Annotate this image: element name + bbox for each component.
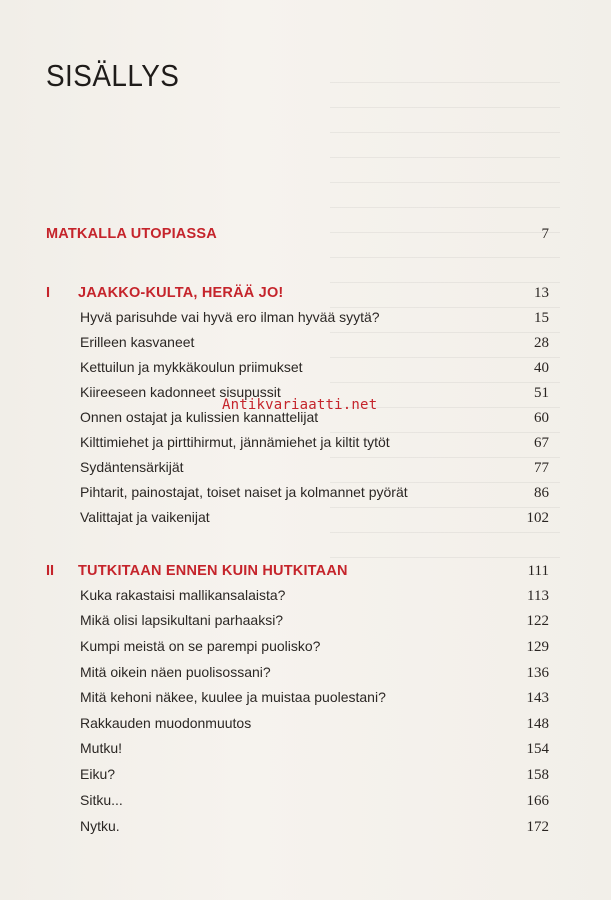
toc-entry: [80, 792, 549, 810]
toc-entry-page: 28: [534, 335, 549, 351]
toc-entry: [80, 309, 549, 327]
toc-entry: [80, 459, 549, 477]
toc-entry: [80, 689, 549, 707]
toc-entry-page: 148: [526, 716, 549, 732]
toc-entry-page: 143: [526, 690, 549, 706]
toc-entry: [80, 715, 549, 733]
toc-intro: [46, 226, 549, 243]
toc-entry-page: 60: [534, 410, 549, 426]
toc-entry-label: Kuka rakastaisi mallikansalaista?: [80, 587, 286, 603]
toc-entry-label: Rakkauden muodonmuutos: [80, 715, 252, 731]
toc-entry-label: Kumpi meistä on se parempi puolisko?: [80, 638, 321, 654]
part-1-label: JAAKKO-KULTA, HERÄÄ JO!: [78, 285, 284, 301]
toc-entry-label: Valittajat ja vaikenijat: [80, 509, 210, 525]
toc-entry: [80, 587, 549, 605]
toc-entry-label: Kettuilun ja mykkäkoulun priimukset: [80, 359, 303, 375]
toc-entry: [80, 766, 549, 784]
toc-entry-label: Pihtarit, painostajat, toiset naiset ja kolmannet pyörät: [80, 484, 408, 500]
toc-entry-label: Hyvä parisuhde vai hyvä ero ilman hyvää syytä?: [80, 309, 380, 325]
toc-intro-page: 7: [541, 226, 549, 242]
toc-entry: [80, 484, 549, 502]
part-2-label: TUTKITAAN ENNEN KUIN HUTKITAAN: [78, 563, 348, 579]
toc-entry: [80, 334, 549, 352]
toc-entry-page: 113: [527, 588, 549, 604]
toc-entry: [80, 509, 549, 527]
toc-entry-page: 77: [534, 460, 549, 476]
toc-entry-label: Kiireeseen kadonneet sisupussit: [80, 384, 281, 400]
toc-entry-label: Nytku.: [80, 818, 120, 834]
part-1-numeral: I: [46, 285, 51, 301]
toc-entry-label: Kilttimiehet ja pirttihirmut, jännämiehet ja kiltit tytöt: [80, 434, 390, 450]
toc-entry-page: 51: [534, 385, 549, 401]
toc-entry: [80, 740, 549, 758]
page-title: SISÄLLYS: [46, 58, 180, 93]
toc-entry-page: 40: [534, 360, 549, 376]
toc-entry-page: 172: [526, 819, 549, 835]
part-2-page: 111: [527, 563, 549, 579]
toc-entry-page: 136: [526, 665, 549, 681]
part-2-numeral: II: [46, 563, 55, 579]
toc-entry-page: 67: [534, 435, 549, 451]
toc-intro-label: MATKALLA UTOPIASSA: [46, 226, 217, 242]
part-1-page: 13: [534, 285, 549, 301]
toc-entry-page: 102: [526, 510, 549, 526]
toc-entry: [80, 612, 549, 630]
toc-entry: [80, 638, 549, 656]
toc-entry-page: 15: [534, 310, 549, 326]
toc-entry-page: 158: [526, 767, 549, 783]
toc-entry-label: Onnen ostajat ja kulissien kannattelijat: [80, 409, 319, 425]
toc-entry-label: Mitä oikein näen puolisossani?: [80, 664, 271, 680]
toc-part-2: [46, 563, 549, 580]
toc-entry-page: 86: [534, 485, 549, 501]
toc-entry: [80, 434, 549, 452]
toc-entry-label: Eiku?: [80, 766, 116, 782]
toc-entry-page: 129: [526, 639, 549, 655]
toc-entry-label: Mitä kehoni näkee, kuulee ja muistaa puolestani?: [80, 689, 386, 705]
toc-entry-label: Sydäntensärkijät: [80, 459, 184, 475]
toc-entry-label: Mikä olisi lapsikultani parhaaksi?: [80, 612, 284, 628]
toc-entry: [80, 664, 549, 682]
watermark-text: Antikvariaatti.net: [222, 397, 378, 413]
toc-part-1: [46, 285, 549, 302]
toc-entry: [80, 359, 549, 377]
toc-entry-page: 154: [526, 741, 549, 757]
toc-entry-page: 122: [526, 613, 549, 629]
toc-entry-page: 166: [526, 793, 549, 809]
toc-entry: [80, 818, 549, 836]
toc-entry-label: Sitku...: [80, 792, 123, 808]
toc-entry-label: Erilleen kasvaneet: [80, 334, 195, 350]
toc-entry-label: Mutku!: [80, 740, 123, 756]
